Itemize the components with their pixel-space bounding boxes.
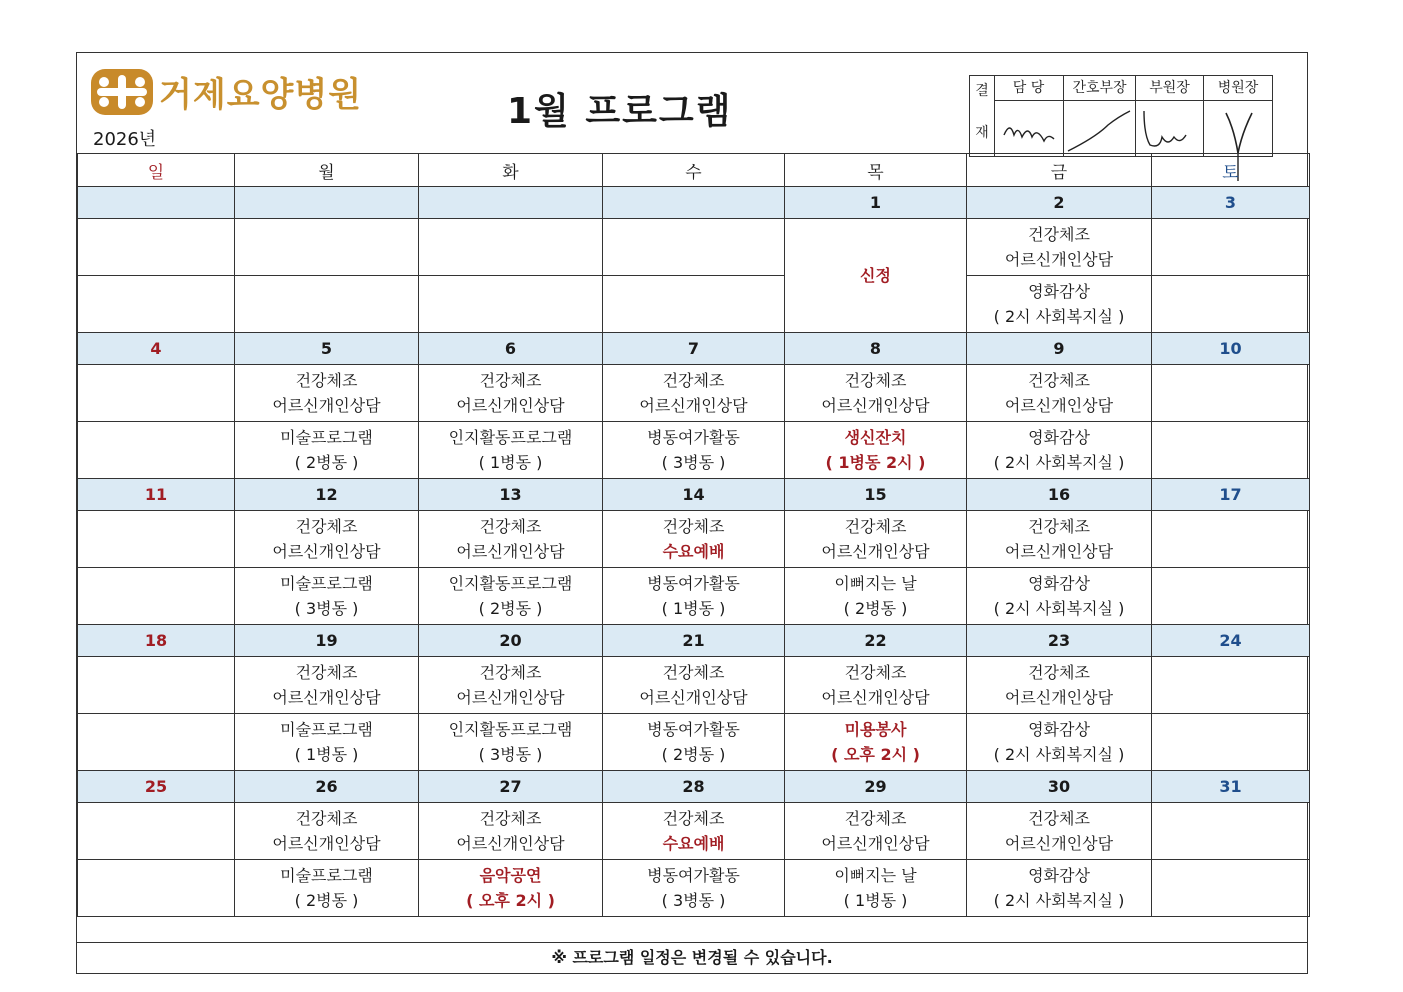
activity-cell — [967, 714, 1152, 771]
activity-row — [78, 422, 1310, 479]
activity-text: ( 3병동 ) — [294, 599, 359, 618]
activity-text: 병동여가활동 — [647, 720, 740, 739]
activity-cell — [419, 511, 603, 568]
activity-text: ( 3병동 ) — [661, 453, 726, 472]
activity-text: 어르신개인상담 — [821, 542, 930, 561]
date-row — [78, 333, 1310, 365]
activity-text: ( 2시 사회복지실 ) — [993, 745, 1125, 764]
activity-cell — [1152, 657, 1310, 714]
approval-col-label: 간호부장 — [1064, 76, 1135, 101]
activity-text: 어르신개인상담 — [821, 688, 930, 707]
activity-cell — [785, 422, 967, 479]
date-cell: 5 — [235, 333, 419, 365]
date-cell: 6 — [419, 333, 603, 365]
weekday-fri: 금 — [967, 154, 1152, 187]
activity-text: 건강체조 — [295, 663, 358, 682]
activity-cell — [967, 860, 1152, 917]
activity-text: ( 2시 사회복지실 ) — [993, 891, 1125, 910]
sheet-header — [77, 53, 1307, 153]
approval-col-nursing — [1064, 76, 1136, 156]
signature-nursing — [1064, 101, 1135, 157]
approval-col-director — [1204, 76, 1272, 156]
activity-text: 건강체조 — [844, 371, 907, 390]
activity-cell — [78, 568, 235, 625]
weekday-tue: 화 — [419, 154, 603, 187]
activity-text: 인지활동프로그램 — [448, 428, 573, 447]
activity-cell — [967, 276, 1152, 333]
activity-text: 인지활동프로그램 — [448, 720, 573, 739]
approval-col-label: 병원장 — [1204, 76, 1272, 101]
activity-cell — [1152, 714, 1310, 771]
activity-row — [78, 365, 1310, 422]
hospital-logo — [91, 67, 362, 116]
activity-cell — [78, 511, 235, 568]
date-cell: 31 — [1152, 771, 1310, 803]
activity-text: 어르신개인상담 — [456, 834, 565, 853]
activity-text: 수요예배 — [662, 834, 725, 853]
activity-text: 어르신개인상담 — [456, 396, 565, 415]
activity-cell — [419, 657, 603, 714]
weekday-wed: 수 — [603, 154, 785, 187]
activity-text: 병동여가활동 — [647, 866, 740, 885]
activity-text: 건강체조 — [479, 809, 542, 828]
activity-cell — [785, 365, 967, 422]
date-cell: 20 — [419, 625, 603, 657]
activity-text: 어르신개인상담 — [456, 688, 565, 707]
approval-box — [969, 75, 1273, 157]
activity-cell — [235, 568, 419, 625]
activity-text: 어르신개인상담 — [456, 542, 565, 561]
activity-text: 건강체조 — [662, 809, 725, 828]
activity-text: 신정 — [860, 266, 891, 285]
activity-cell — [785, 714, 967, 771]
activity-text: 미술프로그램 — [280, 574, 373, 593]
activity-cell — [235, 803, 419, 860]
date-row — [78, 187, 1310, 219]
date-cell: 18 — [78, 625, 235, 657]
activity-cell — [235, 365, 419, 422]
activity-text: 병동여가활동 — [647, 574, 740, 593]
activity-row — [78, 657, 1310, 714]
weekday-mon: 월 — [235, 154, 419, 187]
page-title: 1월 프로그램 — [507, 91, 733, 132]
activity-text: 수요예배 — [662, 542, 725, 561]
activity-text: 미술프로그램 — [280, 720, 373, 739]
activity-cell — [78, 365, 235, 422]
activity-cell — [235, 714, 419, 771]
date-cell: 25 — [78, 771, 235, 803]
activity-cell — [785, 568, 967, 625]
activity-cell — [419, 219, 603, 276]
activity-cell — [235, 276, 419, 333]
activity-row — [78, 803, 1310, 860]
activity-cell — [967, 422, 1152, 479]
schedule-sheet — [76, 52, 1308, 974]
activity-cell — [1152, 422, 1310, 479]
date-cell: 11 — [78, 479, 235, 511]
activity-cell — [1152, 803, 1310, 860]
date-cell: 29 — [785, 771, 967, 803]
activity-text: 어르신개인상담 — [639, 396, 748, 415]
date-row — [78, 771, 1310, 803]
weekday-sat: 토 — [1152, 154, 1310, 187]
activity-text: ( 2시 사회복지실 ) — [993, 599, 1125, 618]
activity-text: 건강체조 — [295, 809, 358, 828]
activity-text: 어르신개인상담 — [1004, 688, 1114, 707]
activity-cell — [603, 803, 785, 860]
date-cell — [78, 187, 235, 219]
activity-text: 건강체조 — [1028, 371, 1090, 390]
activity-text: 건강체조 — [295, 517, 358, 536]
approval-side-label — [970, 76, 995, 156]
year-label: 2026년 — [93, 129, 157, 150]
activity-cell — [419, 714, 603, 771]
activity-text: 건강체조 — [1028, 663, 1090, 682]
activity-text: ( 2시 사회복지실 ) — [993, 453, 1125, 472]
activity-text: ( 2병동 ) — [294, 453, 359, 472]
date-cell: 12 — [235, 479, 419, 511]
date-cell: 4 — [78, 333, 235, 365]
activity-cell — [235, 860, 419, 917]
approval-side-bottom: 재 — [975, 125, 989, 141]
weekday-sun: 일 — [78, 154, 235, 187]
date-cell: 23 — [967, 625, 1152, 657]
activity-text: 생신잔치 — [844, 428, 907, 447]
activity-text: ( 2병동 ) — [478, 599, 543, 618]
medical-cross-icon — [91, 69, 153, 115]
date-cell: 10 — [1152, 333, 1310, 365]
activity-text: ( 1병동 ) — [843, 891, 908, 910]
activity-cell — [78, 714, 235, 771]
activity-text: 어르신개인상담 — [1004, 396, 1114, 415]
activity-row — [78, 219, 1310, 276]
activity-text: 미술프로그램 — [280, 866, 373, 885]
activity-cell — [235, 511, 419, 568]
activity-text: 건강체조 — [479, 371, 542, 390]
activity-cell — [1152, 276, 1310, 333]
activity-cell — [967, 568, 1152, 625]
activity-cell — [235, 422, 419, 479]
activity-text: ( 1병동 ) — [294, 745, 359, 764]
date-row — [78, 625, 1310, 657]
activity-cell — [235, 657, 419, 714]
activity-text: 영화감상 — [1028, 282, 1090, 301]
activity-text: ( 1병동 ) — [478, 453, 543, 472]
date-cell — [603, 187, 785, 219]
activity-text: 영화감상 — [1028, 574, 1090, 593]
activity-cell — [785, 219, 967, 333]
activity-text: 어르신개인상담 — [821, 396, 930, 415]
activity-text: 음악공연 — [479, 866, 542, 885]
signature-vice — [1136, 101, 1203, 157]
activity-cell — [1152, 860, 1310, 917]
activity-cell — [1152, 568, 1310, 625]
activity-cell — [419, 860, 603, 917]
activity-text: 미술프로그램 — [280, 428, 373, 447]
activity-text: 건강체조 — [479, 663, 542, 682]
activity-text: 어르신개인상담 — [1004, 542, 1114, 561]
activity-cell — [1152, 511, 1310, 568]
activity-text: 어르신개인상담 — [272, 688, 381, 707]
activity-text: 건강체조 — [1028, 225, 1090, 244]
date-cell: 16 — [967, 479, 1152, 511]
activity-text: ( 2시 사회복지실 ) — [993, 307, 1125, 326]
activity-text: 이뻐지는 날 — [834, 574, 917, 593]
activity-cell — [967, 657, 1152, 714]
activity-row — [78, 568, 1310, 625]
activity-text: 영화감상 — [1028, 428, 1090, 447]
hospital-name: 거제요양병원 — [159, 75, 363, 115]
schedule-note: ※ 프로그램 일정은 변경될 수 있습니다. — [77, 942, 1307, 973]
activity-text: 건강체조 — [844, 809, 907, 828]
activity-cell — [419, 365, 603, 422]
activity-cell — [603, 657, 785, 714]
activity-text: ( 1병동 2시 ) — [825, 453, 926, 472]
activity-text: ( 1병동 ) — [661, 599, 726, 618]
date-row — [78, 479, 1310, 511]
activity-text: 건강체조 — [479, 517, 542, 536]
date-cell: 21 — [603, 625, 785, 657]
activity-row — [78, 276, 1310, 333]
approval-col-label: 담 당 — [994, 76, 1063, 101]
date-cell: 1 — [785, 187, 967, 219]
signature-director — [1204, 101, 1272, 157]
activity-text: ( 2병동 ) — [843, 599, 908, 618]
activity-cell — [785, 803, 967, 860]
date-cell: 8 — [785, 333, 967, 365]
activity-row — [78, 714, 1310, 771]
activity-cell — [1152, 365, 1310, 422]
activity-cell — [78, 219, 235, 276]
activity-text: 어르신개인상담 — [639, 688, 748, 707]
activity-text: 건강체조 — [295, 371, 358, 390]
activity-cell — [967, 219, 1152, 276]
weekday-thu: 목 — [785, 154, 967, 187]
activity-text: ( 3병동 ) — [661, 891, 726, 910]
date-cell: 24 — [1152, 625, 1310, 657]
activity-cell — [967, 365, 1152, 422]
activity-text: 영화감상 — [1028, 866, 1090, 885]
activity-cell — [419, 568, 603, 625]
activity-cell — [785, 860, 967, 917]
activity-text: 어르신개인상담 — [272, 834, 381, 853]
approval-side-top: 결 — [975, 83, 989, 99]
activity-text: ( 2병동 ) — [294, 891, 359, 910]
activity-text: 건강체조 — [1028, 809, 1090, 828]
activity-text: ( 2병동 ) — [661, 745, 726, 764]
activity-text: ( 3병동 ) — [478, 745, 543, 764]
activity-text: 건강체조 — [662, 371, 725, 390]
activity-cell — [603, 276, 785, 333]
activity-cell — [419, 422, 603, 479]
activity-cell — [785, 657, 967, 714]
activity-text: 어르신개인상담 — [272, 542, 381, 561]
activity-cell — [78, 657, 235, 714]
activity-row — [78, 860, 1310, 917]
date-cell: 17 — [1152, 479, 1310, 511]
approval-col-vice — [1136, 76, 1204, 156]
activity-cell — [785, 511, 967, 568]
activity-cell — [603, 422, 785, 479]
date-cell: 7 — [603, 333, 785, 365]
date-cell: 13 — [419, 479, 603, 511]
activity-cell — [603, 714, 785, 771]
date-cell: 26 — [235, 771, 419, 803]
activity-cell — [603, 568, 785, 625]
activity-text: 이뻐지는 날 — [834, 866, 917, 885]
date-cell: 30 — [967, 771, 1152, 803]
activity-text: ( 오후 2시 ) — [831, 745, 920, 764]
activity-text: 어르신개인상담 — [272, 396, 381, 415]
activity-cell — [78, 422, 235, 479]
weekday-header-row — [78, 154, 1310, 187]
activity-cell — [1152, 219, 1310, 276]
activity-text: 건강체조 — [662, 517, 725, 536]
date-cell — [419, 187, 603, 219]
activity-text: 건강체조 — [844, 663, 907, 682]
date-cell: 19 — [235, 625, 419, 657]
date-cell: 2 — [967, 187, 1152, 219]
activity-row — [78, 511, 1310, 568]
date-cell: 9 — [967, 333, 1152, 365]
date-cell: 28 — [603, 771, 785, 803]
activity-text: 건강체조 — [662, 663, 725, 682]
activity-cell — [419, 803, 603, 860]
activity-cell — [235, 219, 419, 276]
date-cell: 14 — [603, 479, 785, 511]
activity-cell — [603, 365, 785, 422]
date-cell — [235, 187, 419, 219]
activity-text: 병동여가활동 — [647, 428, 740, 447]
activity-cell — [78, 276, 235, 333]
activity-cell — [78, 803, 235, 860]
activity-text: ( 오후 2시 ) — [466, 891, 555, 910]
date-cell: 22 — [785, 625, 967, 657]
activity-cell — [603, 511, 785, 568]
date-cell: 3 — [1152, 187, 1310, 219]
activity-text: 어르신개인상담 — [1004, 250, 1114, 269]
activity-cell — [603, 219, 785, 276]
activity-text: 어르신개인상담 — [821, 834, 930, 853]
activity-text: 건강체조 — [1028, 517, 1090, 536]
activity-cell — [967, 803, 1152, 860]
activity-cell — [419, 276, 603, 333]
approval-col-label: 부원장 — [1136, 76, 1203, 101]
activity-text: 영화감상 — [1028, 720, 1090, 739]
activity-text: 어르신개인상담 — [1004, 834, 1114, 853]
activity-text: 건강체조 — [844, 517, 907, 536]
approval-col-manager — [994, 76, 1064, 156]
date-cell: 27 — [419, 771, 603, 803]
activity-text: 인지활동프로그램 — [448, 574, 573, 593]
date-cell: 15 — [785, 479, 967, 511]
activity-cell — [603, 860, 785, 917]
calendar-table — [77, 153, 1310, 917]
activity-text: 미용봉사 — [844, 720, 907, 739]
activity-cell — [967, 511, 1152, 568]
signature-manager — [994, 101, 1063, 157]
activity-cell — [78, 860, 235, 917]
